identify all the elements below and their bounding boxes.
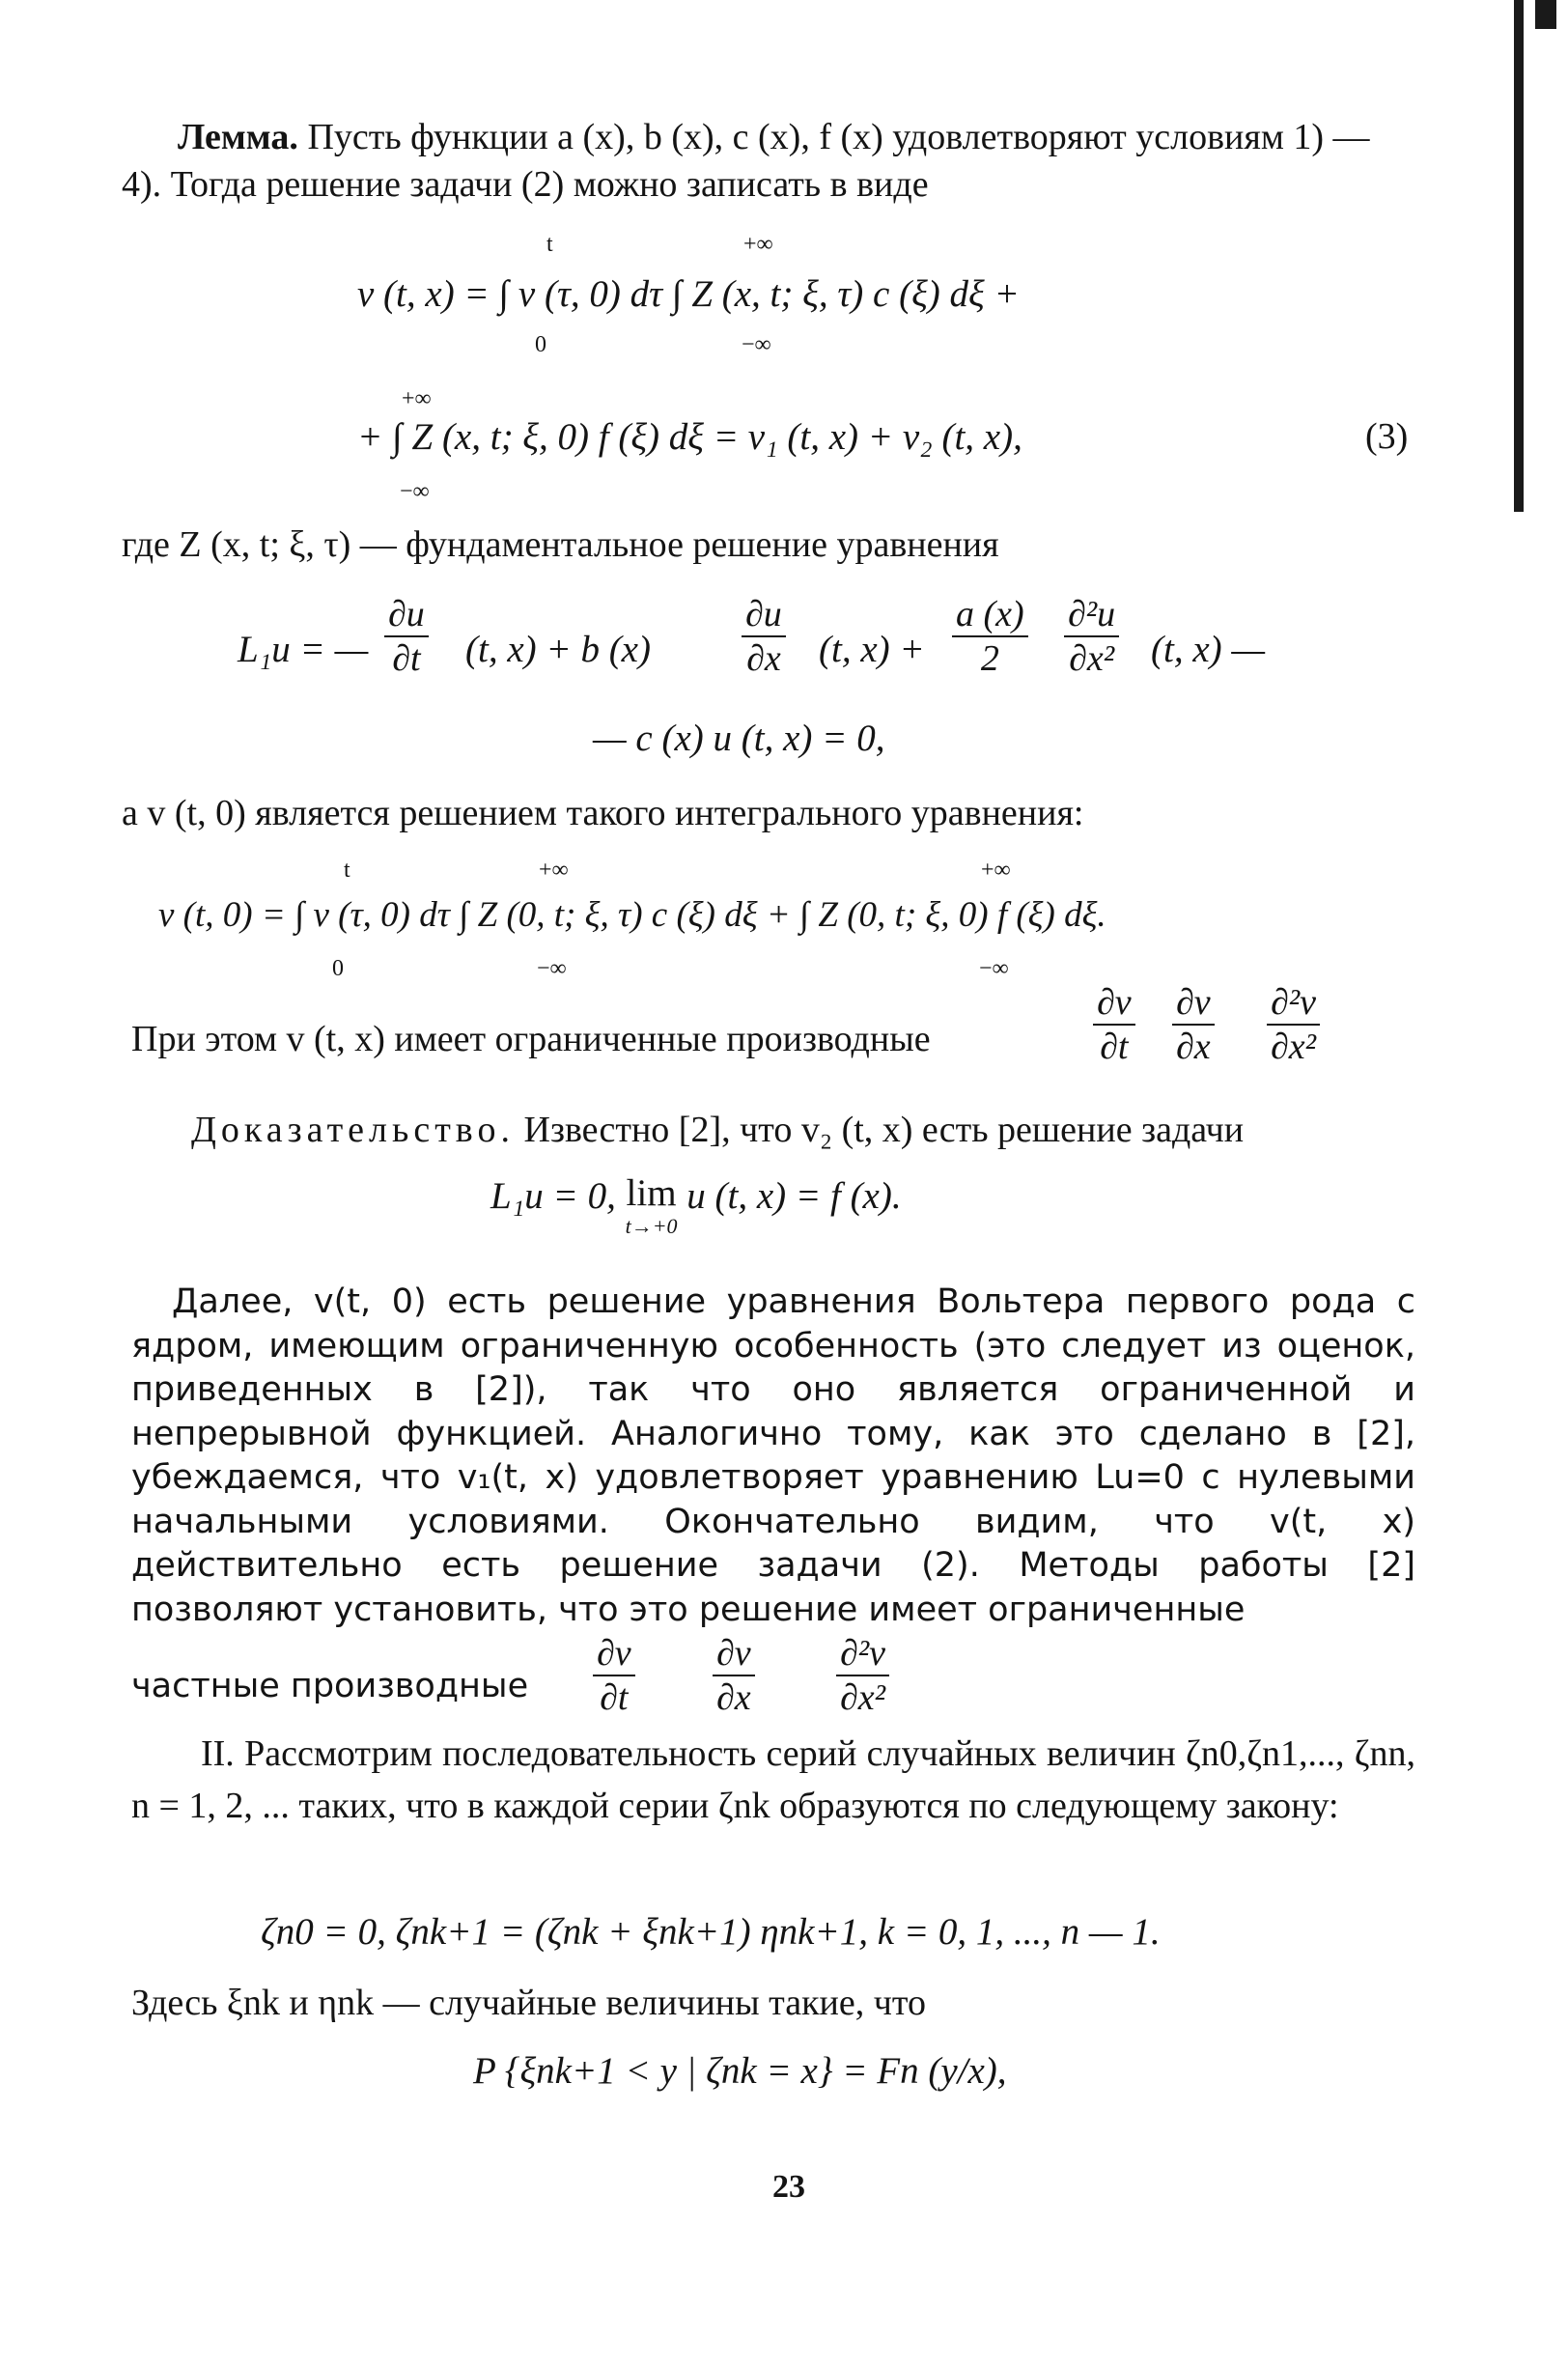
section-2-recurrence: ζn0 = 0, ζnk+1 = (ζnk + ξnk+1) ηnk+1, k = 0, 1, ..., n — 1. [261,1911,1161,1953]
lim-word: lim [626,1172,677,1214]
operator-lhs: L₁u = — [238,629,369,670]
fraction-dv-dx-num: ∂v [1176,982,1211,1023]
section-2-here: Здесь ξnk и ηnk — случайные величины такие, что [131,1983,926,2023]
equation-3-line-2: + ∫ Z (x, t; ξ, 0) f (ξ) dξ = v₁ (t, x) + v₂ (t, x), [357,416,1022,458]
proof-text: Известно [2], что v₂ (t, x) есть решение задачи [523,1110,1245,1150]
int-limit-lower-zero: 0 [332,956,344,981]
fraction-a-2-den: 2 [952,635,1028,680]
fraction-dv-dx-2-num: ∂v [716,1633,751,1674]
lemma-heading: Лемма. [178,117,298,157]
fraction-d2v-dx2 [1267,981,1320,1068]
fraction-dv-dt-den: ∂t [1093,1024,1135,1068]
lim-subscript: t→+0 [625,1214,678,1238]
lemma-paragraph [122,114,1415,208]
limit-upper-inf-2: +∞ [402,386,432,411]
proof-eq-lhs: L₁u = 0, [490,1175,616,1217]
operator-line-2: — c (x) u (t, x) = 0, [593,718,885,759]
fraction-dv-dx [1172,981,1215,1068]
section-2-probability: P {ξnk+1 < y | ζnk = x} = Fn (y/x), [473,2050,1007,2092]
equation-3-number: (3) [1365,416,1409,457]
fraction-du-dx-den: ∂x [742,635,786,680]
page-edge-shadow [1514,0,1524,512]
int-limit-lower-minus-inf-2: −∞ [979,956,1009,981]
operator-term3-args: (t, x) — [1151,629,1266,670]
page-number: 23 [772,2169,805,2205]
fraction-d2u-dx2 [1064,593,1119,680]
limit-upper-inf: +∞ [743,232,773,257]
fraction-dv-dt-num: ∂v [1097,982,1132,1023]
where-paragraph: где Z (x, t; ξ, τ) — фундаментальное решение уравнения [122,524,999,565]
proof-eq-rest: u (t, x) = f (x). [677,1175,902,1217]
fraction-d2u-dx2-den: ∂x² [1064,635,1119,680]
fraction-d2v-dx2-2-num: ∂²v [840,1633,886,1674]
limit-lower-zero: 0 [535,332,546,357]
limit-lower-minus-inf: −∞ [742,332,771,357]
fraction-d2v-dx2-den: ∂x² [1267,1024,1320,1068]
fraction-d2u-dx2-num: ∂²u [1068,594,1116,634]
proof-paragraph [122,1107,1415,1154]
fraction-a-2 [952,593,1028,680]
fraction-du-dx-num: ∂u [745,594,782,634]
fraction-du-dt [384,593,429,680]
fraction-d2v-dx2-2 [836,1632,889,1719]
limit-lower-minus-inf-2: −∞ [400,479,430,504]
lemma-text: Пусть функции a (x), b (x), c (x), f (x) удовлетворяют условиям 1) — 4). Тогда решение задачи (2) можно записать в виде [122,117,1370,205]
fraction-dv-dx-den: ∂x [1172,1024,1215,1068]
fraction-d2v-dx2-2-den: ∂x² [836,1675,889,1719]
fraction-d2v-dx2-num: ∂²v [1271,982,1317,1023]
fraction-dv-dt-2-num: ∂v [597,1633,631,1674]
section-2-paragraph: II. Рассмотрим последовательность серий случайных величин ζn0,ζn1,..., ζnn, n = 1, 2, ... таких, что в каждой серии ζnk образуются по следующему закону: [131,1733,1415,1826]
further-paragraph: Далее, v(t, 0) есть решение уравнения Вольтера первого рода с ядром, имеющим ограниченную особенность (это следует из оценок, приведенных в [2]), так что оно является ограниченной и непрерывной функцией. Аналогично тому, как это сделано в [2], убеждаемся, что v₁(t, x) удовлетворяет уравнению Lu=0 с нулевыми начальными условиями. Окончательно видим, что v(t, x) действительно есть решение задачи (2). Методы работы [2] позволяют установить, что это решение имеет ограниченные [131,1282,1415,1629]
fraction-dv-dt-2 [593,1632,635,1719]
fraction-a-2-num: a (x) [956,594,1024,634]
int-limit-upper-inf: +∞ [539,858,569,883]
fraction-dv-dx-2-den: ∂x [713,1675,755,1719]
fraction-du-dt-den: ∂t [384,635,429,680]
int-limit-upper-inf-2: +∞ [981,858,1011,883]
fraction-du-dx [742,593,786,680]
limit-operator [626,1174,678,1237]
int-limit-lower-minus-inf: −∞ [537,956,567,981]
bounded-text: При этом v (t, x) имеет ограниченные производные [131,1019,931,1059]
page-edge-mark [1535,0,1556,29]
proof-equation [490,1174,902,1237]
fraction-du-dt-num: ∂u [388,594,425,634]
fraction-dv-dx-2 [713,1632,755,1719]
proof-heading: Доказательство. [191,1110,515,1150]
equation-3-line-1: v (t, x) = ∫ v (τ, 0) dτ ∫ Z (x, t; ξ, τ) c (ξ) dξ + [357,273,1020,315]
int-limit-upper-t: t [344,858,350,883]
integral-equation: v (t, 0) = ∫ v (τ, 0) dτ ∫ Z (0, t; ξ, τ) c (ξ) dξ + ∫ Z (0, t; ξ, 0) f (ξ) dξ. [158,895,1106,935]
further-tail: частные производные [131,1667,529,1705]
fraction-dv-dt [1093,981,1135,1068]
operator-term1-args: (t, x) + b (x) [465,629,651,670]
limit-upper-t: t [546,232,553,257]
operator-term2-args: (t, x) + [819,629,925,670]
integral-intro: а v (t, 0) является решением такого интегрального уравнения: [122,793,1084,833]
fraction-dv-dt-2-den: ∂t [593,1675,635,1719]
